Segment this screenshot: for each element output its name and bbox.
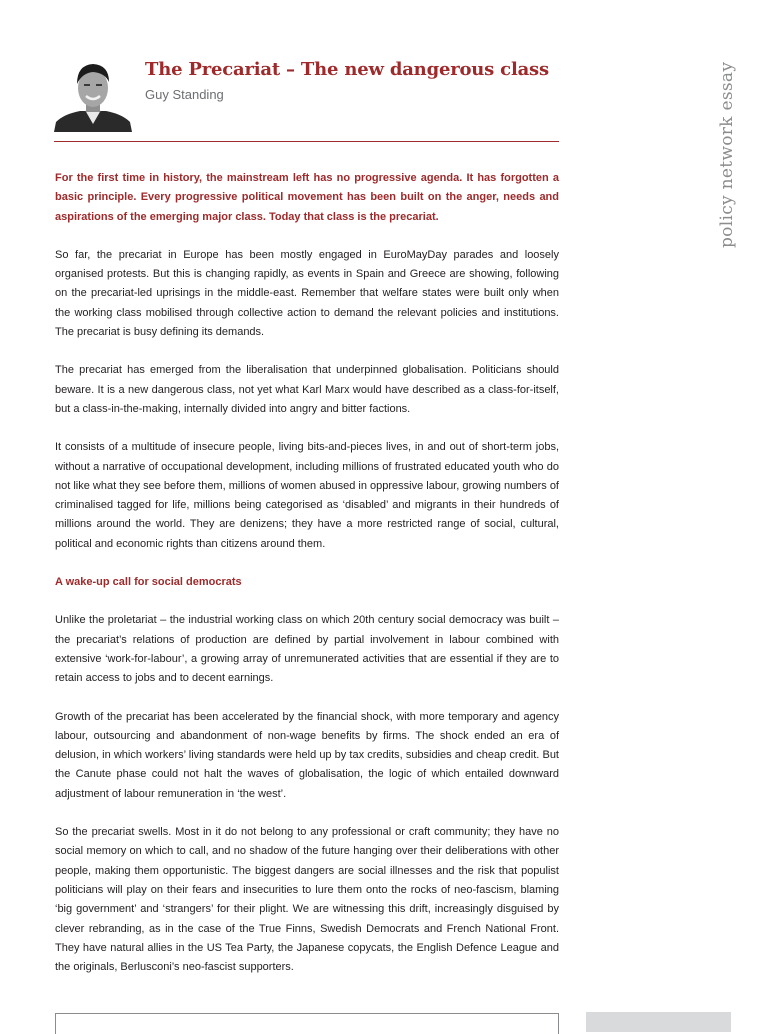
section-heading: A wake-up call for social democrats — [55, 576, 242, 589]
header-divider — [54, 141, 559, 142]
body-paragraph: Unlike the proletariat – the industrial working class on which 20th century social democracy was built – the precariat’s relations of production are defined by partial involvement in labour combined with extensive ‘work-for-labour’, a growing array of unremunerated activities that are essential if they are to retain access to jobs and to decent earnings. — [55, 614, 559, 685]
article-title: The Precariat – The new dangerous class — [145, 59, 549, 80]
body-paragraph: It consists of a multitude of insecure people, living bits-and-pieces lives, in and out of short-term jobs, without a narrative of occupational development, including millions of frustrated educated youth who do not like what they see before them, millions of women abused in oppressive labour, growing numbers of criminalised tagged for life, millions being categorised as ‘disabled’ and migrants in their hundreds of millions around the world. They are denizens; they have a more restricted range of social, cultural, political and economic rights than citizens around them. — [55, 441, 559, 550]
body-paragraph: The precariat has emerged from the liberalisation that underpinned globalisation. Politicians should beware. It is a new dangerous class, not yet what Karl Marx would have described as a class-for-itself, but a class-in-the-making, internally divided into angry and bitter factions. — [55, 364, 559, 415]
article-body — [55, 169, 559, 996]
author-portrait — [54, 58, 132, 132]
body-paragraph: So the precariat swells. Most in it do not belong to any professional or craft community; they have no social memory on which to call, and no shadow of the future hanging over their deliberations with other people, making them opportunistic. The biggest dangers are social illnesses and the risk that populist politicians will play on their fears and insecurities to lure them onto the rocks of neo-fascism, blaming ‘big government’ and ‘strangers’ for their plight. We are witnessing this drift, increasingly disguised by clever rebranding, as in the case of the True Finns, Swedish Democrats and French National Front. They have natural allies in the US Tea Party, the Japanese copycats, the English Defence League and the originals, Berlusconi’s neo-fascist supporters. — [55, 826, 559, 974]
body-paragraph: Growth of the precariat has been accelerated by the financial shock, with more temporary and agency labour, outsourcing and abandonment of non-wage benefits by firms. The shock ended an era of delusion, in which workers’ living standards were held up by tax credits, subsidies and cheap credit. But the Canute phase could not halt the waves of globalisation, the logic of which entailed downward adjustment of labour remuneration in ‘the west’. — [55, 710, 559, 800]
series-label: policy network essay — [717, 61, 737, 248]
footer-sidebar-block — [586, 1012, 731, 1032]
lead-paragraph: For the first time in history, the mainstream left has no progressive agenda. It has forgotten a basic principle. Every progressive political movement has been built on the anger, needs and aspirations of the emerging major class. Today that class is the precariat. — [55, 172, 559, 223]
author-name: Guy Standing — [145, 87, 224, 102]
body-paragraph: So far, the precariat in Europe has been mostly engaged in EuroMayDay parades and loosely organised protests. But this is changing rapidly, as events in Spain and Greece are showing, following on the precariat-led uprisings in the middle-east. Remember that welfare states were built only when the working class mobilised through collective action to demand the relevant policies and institutions. The precariat is busy defining its demands. — [55, 248, 559, 339]
author-portrait-image — [54, 58, 132, 132]
